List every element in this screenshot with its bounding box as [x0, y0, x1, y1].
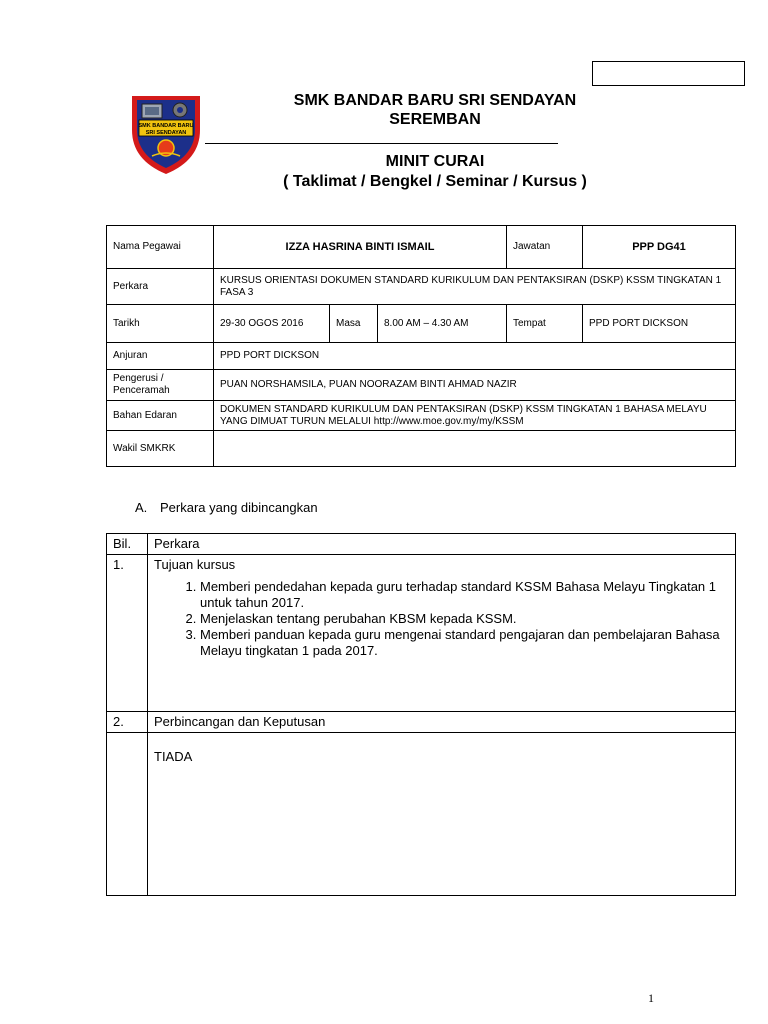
tarikh-label: Tarikh: [107, 305, 214, 343]
tempat-value: PPD PORT DICKSON: [583, 305, 736, 343]
title-line1: MINIT CURAI: [385, 153, 485, 170]
section-a-letter: A.: [135, 500, 148, 515]
reference-box: [592, 61, 745, 86]
jawatan-label: Jawatan: [507, 226, 583, 269]
section-a-text: Perkara yang dibincangkan: [160, 500, 318, 515]
page-number: 1: [648, 991, 654, 1005]
row1-number: 1.: [107, 555, 148, 712]
row2-body-text: TIADA: [154, 749, 193, 764]
header-rule: [205, 143, 558, 144]
pengerusi-value: PUAN NORSHAMSILA, PUAN NOORAZAM BINTI AHMAD NAZIR: [214, 370, 736, 401]
masa-label: Masa: [330, 305, 378, 343]
aim-item: 1. Memberi pendedahan kepada guru terhadap standard KSSM Bahasa Melayu Tingkatan 1 untuk tahun 2017.: [200, 579, 729, 611]
pengerusi-label: [107, 370, 214, 401]
row2-number: 2.: [107, 712, 148, 733]
school-name-line1: SMK BANDAR BARU SRI SENDAYAN: [293, 92, 577, 109]
school-name: [230, 91, 640, 129]
row2-body: [148, 733, 736, 896]
aim-item: 3. Memberi panduan kepada guru mengenai standard pengajaran dan pembelajaran Bahasa Melayu tingkatan 1 pada 2017.: [200, 627, 729, 659]
col-bil-header: Bil.: [107, 534, 148, 555]
tempat-label: Tempat: [507, 305, 583, 343]
school-crest-logo: [128, 90, 204, 176]
section-a-heading: [135, 500, 318, 515]
discussion-table: [106, 533, 736, 896]
perkara-label: Perkara: [107, 269, 214, 305]
logo-text-line2: SRI SENDAYAN: [145, 130, 187, 136]
col-perkara-header: Perkara: [148, 534, 736, 555]
pengerusi-label-line2: Penceramah: [113, 385, 170, 396]
logo-text-line1: SMK BANDAR BARU: [138, 123, 194, 129]
school-name-line2: SEREMBAN: [389, 111, 481, 128]
row1-content: [148, 555, 736, 712]
perkara-value: KURSUS ORIENTASI DOKUMEN STANDARD KURIKULUM DAN PENTAKSIRAN (DSKP) KSSM TINGKATAN 1 FASA 3: [214, 269, 736, 305]
aims-list: [154, 579, 729, 659]
pengerusi-label-line1: Pengerusi /: [113, 373, 164, 384]
tarikh-value: 29-30 OGOS 2016: [214, 305, 330, 343]
document-title: [230, 152, 640, 192]
row2-body-number-cell: [107, 733, 148, 896]
nama-value: IZZA HASRINA BINTI ISMAIL: [214, 226, 507, 269]
meeting-info-table: [106, 225, 736, 467]
bahan-label: Bahan Edaran: [107, 401, 214, 431]
title-line2: ( Taklimat / Bengkel / Seminar / Kursus ): [283, 173, 587, 190]
wakil-value: [214, 431, 736, 467]
masa-value: 8.00 AM – 4.30 AM: [378, 305, 507, 343]
nama-label: Nama Pegawai: [107, 226, 214, 269]
row2-title: Perbincangan dan Keputusan: [148, 712, 736, 733]
anjuran-label: Anjuran: [107, 343, 214, 370]
bahan-value: DOKUMEN STANDARD KURIKULUM DAN PENTAKSIRAN (DSKP) KSSM TINGKATAN 1 BAHASA MELAYU YANG DIMUAT TURUN MELALUI http://www.moe.gov.my/my/KSSM: [214, 401, 736, 431]
row1-title: Tujuan kursus: [154, 557, 236, 572]
jawatan-value: PPP DG41: [583, 226, 736, 269]
aim-item: 2. Menjelaskan tentang perubahan KBSM kepada KSSM.: [200, 611, 729, 627]
wakil-label: Wakil SMKRK: [107, 431, 214, 467]
anjuran-value: PPD PORT DICKSON: [214, 343, 736, 370]
